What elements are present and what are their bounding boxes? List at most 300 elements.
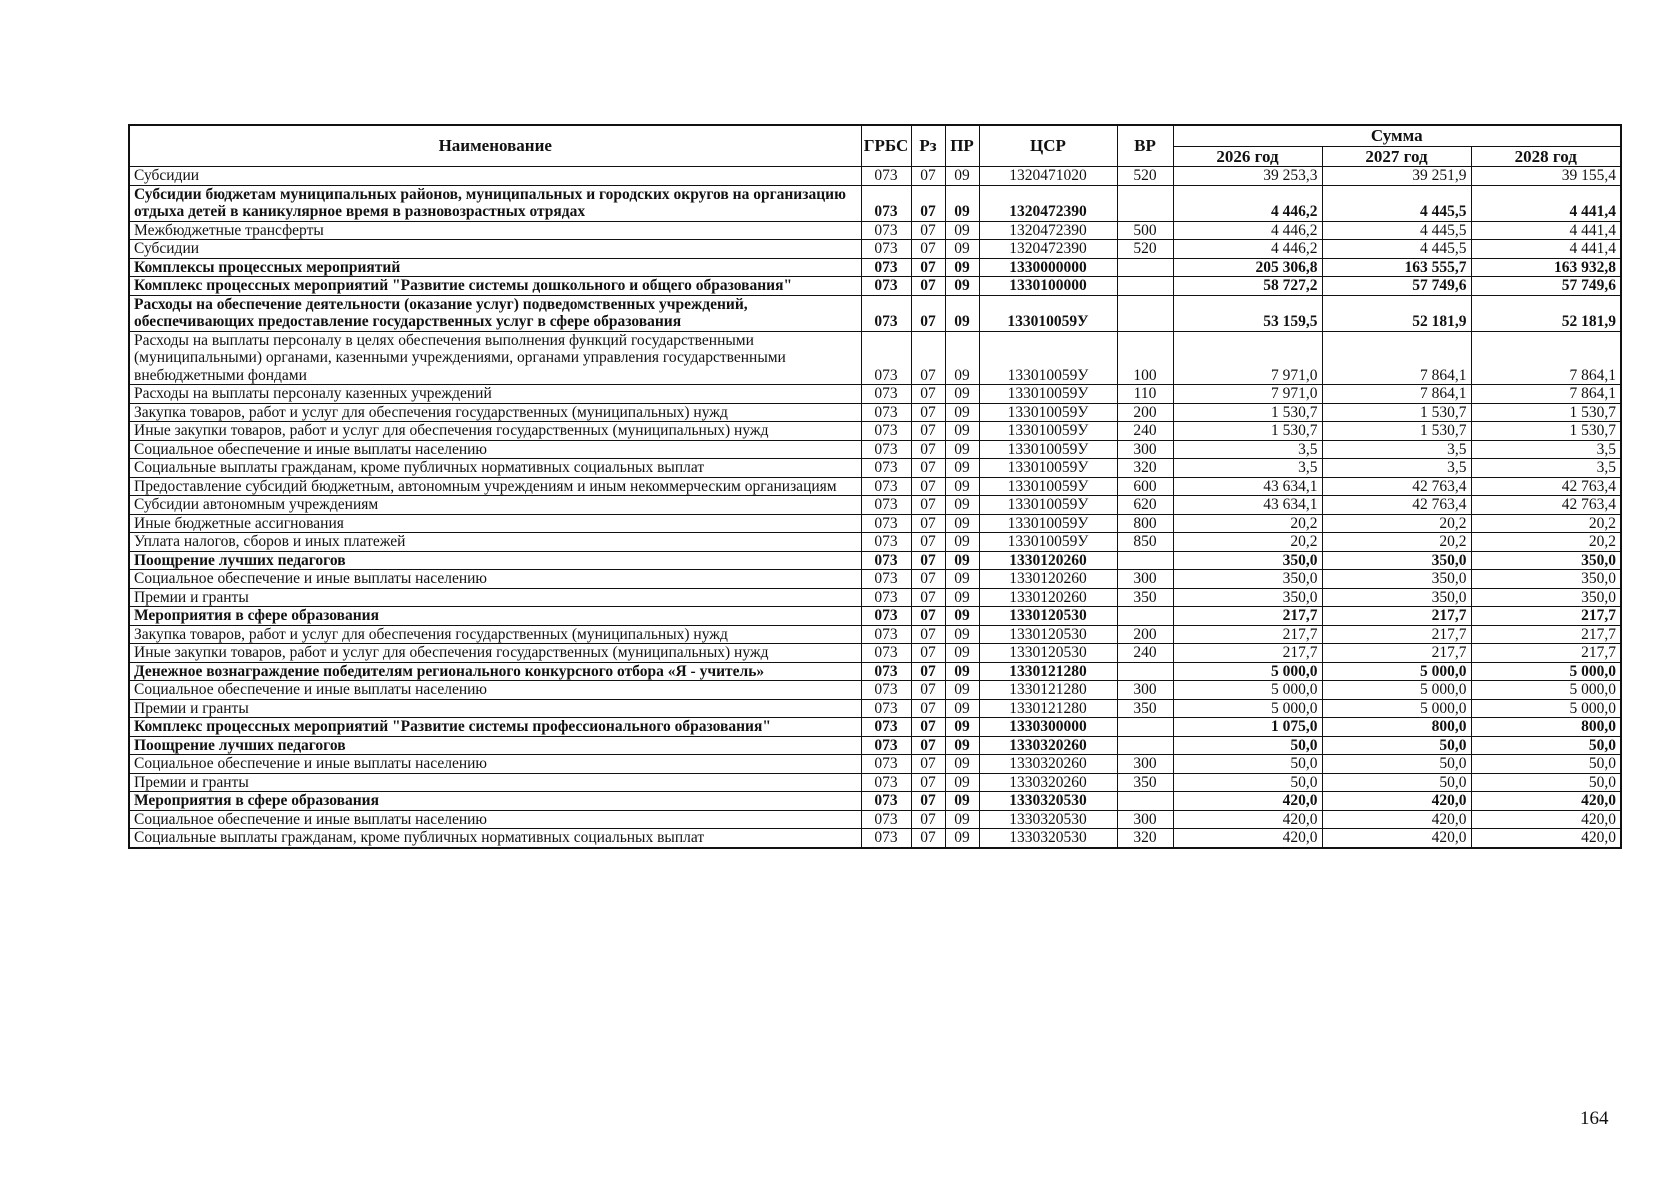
table-row	[129, 533, 1621, 552]
cell-pr: 09	[945, 295, 979, 331]
table-row	[129, 385, 1621, 404]
cell-csr: 1330320260	[979, 736, 1117, 755]
cell-pr: 09	[945, 514, 979, 533]
cell-rz: 07	[911, 551, 945, 570]
cell-sum-2028: 5 000,0	[1471, 681, 1621, 700]
table-row	[129, 221, 1621, 240]
cell-pr: 09	[945, 736, 979, 755]
cell-sum-2026: 3,5	[1173, 459, 1322, 478]
cell-csr: 1330121280	[979, 699, 1117, 718]
cell-vr: 100	[1117, 331, 1173, 385]
cell-rz: 07	[911, 185, 945, 221]
header-year-2026: 2026 год	[1173, 146, 1322, 167]
cell-sum-2027: 800,0	[1322, 718, 1471, 737]
cell-sum-2027: 217,7	[1322, 644, 1471, 663]
cell-name: Поощрение лучших педагогов	[129, 736, 861, 755]
cell-name: Премии и гранты	[129, 773, 861, 792]
cell-sum-2026: 420,0	[1173, 810, 1322, 829]
table-row	[129, 440, 1621, 459]
cell-sum-2027: 350,0	[1322, 588, 1471, 607]
cell-sum-2028: 163 932,8	[1471, 258, 1621, 277]
cell-name: Социальное обеспечение и иные выплаты населению	[129, 570, 861, 589]
cell-csr: 133010059У	[979, 514, 1117, 533]
cell-sum-2026: 350,0	[1173, 588, 1322, 607]
cell-vr: 350	[1117, 699, 1173, 718]
cell-name: Субсидии	[129, 167, 861, 186]
cell-grbs: 073	[861, 385, 911, 404]
cell-csr: 1330121280	[979, 681, 1117, 700]
cell-grbs: 073	[861, 422, 911, 441]
cell-csr: 1320471020	[979, 167, 1117, 186]
cell-sum-2026: 4 446,2	[1173, 221, 1322, 240]
cell-rz: 07	[911, 718, 945, 737]
cell-rz: 07	[911, 625, 945, 644]
cell-sum-2026: 58 727,2	[1173, 277, 1322, 296]
table-row	[129, 662, 1621, 681]
cell-sum-2028: 1 530,7	[1471, 403, 1621, 422]
cell-sum-2028: 7 864,1	[1471, 331, 1621, 385]
cell-sum-2026: 1 075,0	[1173, 718, 1322, 737]
cell-rz: 07	[911, 496, 945, 515]
cell-rz: 07	[911, 385, 945, 404]
cell-name: Социальные выплаты гражданам, кроме публичных нормативных социальных выплат	[129, 459, 861, 478]
cell-name: Расходы на выплаты персоналу казенных учреждений	[129, 385, 861, 404]
cell-sum-2027: 52 181,9	[1322, 295, 1471, 331]
cell-sum-2026: 205 306,8	[1173, 258, 1322, 277]
cell-name: Иные закупки товаров, работ и услуг для обеспечения государственных (муниципальных) нужд	[129, 422, 861, 441]
cell-sum-2027: 7 864,1	[1322, 331, 1471, 385]
cell-grbs: 073	[861, 718, 911, 737]
cell-sum-2027: 5 000,0	[1322, 681, 1471, 700]
table-row	[129, 551, 1621, 570]
cell-sum-2028: 1 530,7	[1471, 422, 1621, 441]
cell-sum-2026: 420,0	[1173, 829, 1322, 848]
cell-csr: 1320472390	[979, 185, 1117, 221]
cell-csr: 1330120530	[979, 644, 1117, 663]
cell-pr: 09	[945, 277, 979, 296]
cell-pr: 09	[945, 755, 979, 774]
cell-csr: 133010059У	[979, 477, 1117, 496]
cell-grbs: 073	[861, 681, 911, 700]
table-row	[129, 258, 1621, 277]
cell-vr	[1117, 277, 1173, 296]
cell-sum-2028: 39 155,4	[1471, 167, 1621, 186]
header-vr: ВР	[1117, 125, 1173, 167]
cell-sum-2026: 20,2	[1173, 533, 1322, 552]
cell-vr: 200	[1117, 625, 1173, 644]
cell-sum-2028: 350,0	[1471, 570, 1621, 589]
cell-grbs: 073	[861, 440, 911, 459]
cell-csr: 1330320260	[979, 755, 1117, 774]
cell-sum-2027: 42 763,4	[1322, 496, 1471, 515]
cell-vr: 800	[1117, 514, 1173, 533]
cell-sum-2028: 217,7	[1471, 607, 1621, 626]
cell-sum-2028: 50,0	[1471, 755, 1621, 774]
cell-pr: 09	[945, 167, 979, 186]
cell-sum-2026: 1 530,7	[1173, 403, 1322, 422]
table-row	[129, 295, 1621, 331]
table-row	[129, 240, 1621, 259]
cell-vr: 240	[1117, 422, 1173, 441]
cell-sum-2027: 1 530,7	[1322, 422, 1471, 441]
table-body	[129, 167, 1621, 848]
table-row	[129, 477, 1621, 496]
cell-sum-2027: 20,2	[1322, 514, 1471, 533]
cell-rz: 07	[911, 459, 945, 478]
cell-sum-2027: 3,5	[1322, 440, 1471, 459]
cell-grbs: 073	[861, 644, 911, 663]
table-row	[129, 167, 1621, 186]
cell-pr: 09	[945, 718, 979, 737]
table-row	[129, 736, 1621, 755]
cell-sum-2026: 4 446,2	[1173, 240, 1322, 259]
cell-csr: 133010059У	[979, 496, 1117, 515]
cell-pr: 09	[945, 477, 979, 496]
cell-rz: 07	[911, 440, 945, 459]
cell-sum-2028: 420,0	[1471, 810, 1621, 829]
cell-name: Субсидии автономным учреждениям	[129, 496, 861, 515]
cell-pr: 09	[945, 607, 979, 626]
header-pr: ПР	[945, 125, 979, 167]
cell-csr: 133010059У	[979, 533, 1117, 552]
cell-name: Комплекс процессных мероприятий "Развитие системы профессионального образования"	[129, 718, 861, 737]
header-rz: Рз	[911, 125, 945, 167]
table-row	[129, 496, 1621, 515]
cell-sum-2028: 50,0	[1471, 736, 1621, 755]
table-row	[129, 718, 1621, 737]
table-row	[129, 277, 1621, 296]
cell-sum-2026: 217,7	[1173, 625, 1322, 644]
cell-vr	[1117, 736, 1173, 755]
header-sum: Сумма	[1173, 125, 1621, 146]
cell-csr: 133010059У	[979, 385, 1117, 404]
cell-csr: 133010059У	[979, 459, 1117, 478]
cell-csr: 1330320530	[979, 792, 1117, 811]
cell-csr: 1330320530	[979, 810, 1117, 829]
cell-name: Субсидии бюджетам муниципальных районов, муниципальных и городских округов на организацию отдыха детей в каникулярное время в разновозрастных отрядах	[129, 185, 861, 221]
cell-csr: 1330120260	[979, 570, 1117, 589]
cell-name: Закупка товаров, работ и услуг для обеспечения государственных (муниципальных) нужд	[129, 403, 861, 422]
cell-name: Поощрение лучших педагогов	[129, 551, 861, 570]
cell-pr: 09	[945, 773, 979, 792]
cell-vr: 200	[1117, 403, 1173, 422]
cell-csr: 133010059У	[979, 295, 1117, 331]
cell-sum-2027: 350,0	[1322, 570, 1471, 589]
cell-rz: 07	[911, 240, 945, 259]
cell-csr: 1330320260	[979, 773, 1117, 792]
table-row	[129, 403, 1621, 422]
cell-grbs: 073	[861, 662, 911, 681]
cell-vr	[1117, 551, 1173, 570]
cell-csr: 1330320530	[979, 829, 1117, 848]
page-number: 164	[1580, 1108, 1609, 1129]
cell-grbs: 073	[861, 588, 911, 607]
cell-rz: 07	[911, 829, 945, 848]
cell-pr: 09	[945, 258, 979, 277]
table-row	[129, 607, 1621, 626]
cell-rz: 07	[911, 514, 945, 533]
cell-name: Субсидии	[129, 240, 861, 259]
table-row	[129, 588, 1621, 607]
cell-sum-2028: 50,0	[1471, 773, 1621, 792]
cell-sum-2026: 5 000,0	[1173, 699, 1322, 718]
cell-sum-2028: 350,0	[1471, 551, 1621, 570]
table-row	[129, 570, 1621, 589]
cell-name: Социальное обеспечение и иные выплаты населению	[129, 440, 861, 459]
cell-name: Комплексы процессных мероприятий	[129, 258, 861, 277]
cell-sum-2027: 50,0	[1322, 755, 1471, 774]
cell-sum-2027: 20,2	[1322, 533, 1471, 552]
cell-rz: 07	[911, 422, 945, 441]
cell-rz: 07	[911, 331, 945, 385]
cell-vr: 350	[1117, 588, 1173, 607]
cell-grbs: 073	[861, 496, 911, 515]
cell-csr: 1320472390	[979, 221, 1117, 240]
cell-name: Предоставление субсидий бюджетным, автономным учреждениям и иным некоммерческим организациям	[129, 477, 861, 496]
cell-sum-2028: 3,5	[1471, 440, 1621, 459]
cell-pr: 09	[945, 533, 979, 552]
cell-grbs: 073	[861, 167, 911, 186]
cell-rz: 07	[911, 810, 945, 829]
cell-grbs: 073	[861, 570, 911, 589]
cell-vr: 600	[1117, 477, 1173, 496]
cell-csr: 1330120530	[979, 625, 1117, 644]
table-row	[129, 699, 1621, 718]
cell-sum-2027: 5 000,0	[1322, 662, 1471, 681]
cell-rz: 07	[911, 681, 945, 700]
cell-grbs: 073	[861, 295, 911, 331]
cell-sum-2028: 217,7	[1471, 644, 1621, 663]
cell-name: Межбюджетные трансферты	[129, 221, 861, 240]
cell-sum-2027: 217,7	[1322, 625, 1471, 644]
header-csr: ЦСР	[979, 125, 1117, 167]
cell-grbs: 073	[861, 829, 911, 848]
cell-rz: 07	[911, 295, 945, 331]
cell-pr: 09	[945, 625, 979, 644]
cell-rz: 07	[911, 773, 945, 792]
cell-vr: 300	[1117, 440, 1173, 459]
header-name: Наименование	[129, 125, 861, 167]
cell-pr: 09	[945, 221, 979, 240]
table-row	[129, 422, 1621, 441]
table-row	[129, 773, 1621, 792]
cell-sum-2027: 50,0	[1322, 736, 1471, 755]
cell-csr: 1330300000	[979, 718, 1117, 737]
cell-sum-2027: 5 000,0	[1322, 699, 1471, 718]
header-year-2028: 2028 год	[1471, 146, 1621, 167]
cell-pr: 09	[945, 551, 979, 570]
cell-grbs: 073	[861, 403, 911, 422]
cell-grbs: 073	[861, 477, 911, 496]
cell-rz: 07	[911, 588, 945, 607]
cell-vr: 350	[1117, 773, 1173, 792]
cell-sum-2027: 420,0	[1322, 810, 1471, 829]
cell-sum-2027: 3,5	[1322, 459, 1471, 478]
cell-sum-2028: 4 441,4	[1471, 185, 1621, 221]
table-row	[129, 681, 1621, 700]
cell-name: Мероприятия в сфере образования	[129, 792, 861, 811]
cell-csr: 1320472390	[979, 240, 1117, 259]
cell-pr: 09	[945, 662, 979, 681]
cell-sum-2028: 217,7	[1471, 625, 1621, 644]
cell-rz: 07	[911, 221, 945, 240]
cell-name: Расходы на выплаты персоналу в целях обеспечения выполнения функций государственными (муниципальными) органами, казенными учреждениями, органами управления государственными внебюджетными фондами	[129, 331, 861, 385]
cell-sum-2027: 1 530,7	[1322, 403, 1471, 422]
cell-sum-2026: 1 530,7	[1173, 422, 1322, 441]
cell-grbs: 073	[861, 810, 911, 829]
cell-pr: 09	[945, 440, 979, 459]
cell-name: Социальные выплаты гражданам, кроме публичных нормативных социальных выплат	[129, 829, 861, 848]
cell-csr: 133010059У	[979, 440, 1117, 459]
cell-vr	[1117, 607, 1173, 626]
cell-csr: 133010059У	[979, 403, 1117, 422]
cell-sum-2027: 7 864,1	[1322, 385, 1471, 404]
cell-rz: 07	[911, 533, 945, 552]
cell-sum-2026: 217,7	[1173, 607, 1322, 626]
cell-csr: 133010059У	[979, 331, 1117, 385]
cell-sum-2028: 7 864,1	[1471, 385, 1621, 404]
cell-sum-2026: 3,5	[1173, 440, 1322, 459]
cell-rz: 07	[911, 277, 945, 296]
cell-sum-2028: 42 763,4	[1471, 477, 1621, 496]
cell-rz: 07	[911, 699, 945, 718]
cell-vr: 300	[1117, 570, 1173, 589]
cell-sum-2027: 420,0	[1322, 829, 1471, 848]
header-year-2027: 2027 год	[1322, 146, 1471, 167]
cell-pr: 09	[945, 403, 979, 422]
cell-pr: 09	[945, 644, 979, 663]
table-row	[129, 185, 1621, 221]
cell-vr: 500	[1117, 221, 1173, 240]
cell-vr: 300	[1117, 681, 1173, 700]
cell-grbs: 073	[861, 607, 911, 626]
cell-sum-2027: 420,0	[1322, 792, 1471, 811]
cell-grbs: 073	[861, 331, 911, 385]
cell-rz: 07	[911, 662, 945, 681]
cell-pr: 09	[945, 496, 979, 515]
cell-sum-2026: 7 971,0	[1173, 385, 1322, 404]
cell-sum-2028: 3,5	[1471, 459, 1621, 478]
cell-sum-2026: 53 159,5	[1173, 295, 1322, 331]
cell-rz: 07	[911, 258, 945, 277]
cell-grbs: 073	[861, 277, 911, 296]
cell-name: Социальное обеспечение и иные выплаты населению	[129, 681, 861, 700]
cell-vr	[1117, 295, 1173, 331]
budget-table	[128, 124, 1622, 849]
cell-sum-2028: 57 749,6	[1471, 277, 1621, 296]
cell-sum-2027: 4 445,5	[1322, 221, 1471, 240]
cell-sum-2028: 420,0	[1471, 792, 1621, 811]
table-row	[129, 514, 1621, 533]
cell-grbs: 073	[861, 221, 911, 240]
table-row	[129, 459, 1621, 478]
cell-sum-2026: 43 634,1	[1173, 477, 1322, 496]
cell-name: Закупка товаров, работ и услуг для обеспечения государственных (муниципальных) нужд	[129, 625, 861, 644]
cell-pr: 09	[945, 570, 979, 589]
cell-sum-2026: 420,0	[1173, 792, 1322, 811]
cell-pr: 09	[945, 699, 979, 718]
cell-vr: 320	[1117, 829, 1173, 848]
cell-vr	[1117, 185, 1173, 221]
cell-pr: 09	[945, 331, 979, 385]
cell-sum-2028: 350,0	[1471, 588, 1621, 607]
cell-vr	[1117, 792, 1173, 811]
cell-sum-2027: 57 749,6	[1322, 277, 1471, 296]
cell-csr: 1330000000	[979, 258, 1117, 277]
table-row	[129, 755, 1621, 774]
cell-sum-2027: 217,7	[1322, 607, 1471, 626]
cell-vr: 850	[1117, 533, 1173, 552]
cell-csr: 1330120260	[979, 588, 1117, 607]
cell-grbs: 073	[861, 185, 911, 221]
cell-sum-2026: 50,0	[1173, 773, 1322, 792]
cell-sum-2028: 20,2	[1471, 533, 1621, 552]
cell-rz: 07	[911, 607, 945, 626]
cell-grbs: 073	[861, 792, 911, 811]
cell-sum-2027: 39 251,9	[1322, 167, 1471, 186]
cell-sum-2027: 42 763,4	[1322, 477, 1471, 496]
cell-vr	[1117, 718, 1173, 737]
cell-vr: 320	[1117, 459, 1173, 478]
cell-pr: 09	[945, 240, 979, 259]
table-row	[129, 829, 1621, 848]
cell-sum-2028: 52 181,9	[1471, 295, 1621, 331]
cell-name: Расходы на обеспечение деятельности (оказание услуг) подведомственных учреждений, обеспечивающих предоставление государственных услуг в сфере образования	[129, 295, 861, 331]
cell-grbs: 073	[861, 240, 911, 259]
table-row	[129, 644, 1621, 663]
cell-csr: 1330120530	[979, 607, 1117, 626]
cell-grbs: 073	[861, 773, 911, 792]
cell-grbs: 073	[861, 755, 911, 774]
cell-sum-2026: 5 000,0	[1173, 662, 1322, 681]
cell-sum-2026: 43 634,1	[1173, 496, 1322, 515]
table-header	[129, 125, 1621, 167]
cell-grbs: 073	[861, 514, 911, 533]
cell-sum-2026: 5 000,0	[1173, 681, 1322, 700]
cell-sum-2028: 20,2	[1471, 514, 1621, 533]
cell-vr: 620	[1117, 496, 1173, 515]
cell-grbs: 073	[861, 258, 911, 277]
cell-name: Мероприятия в сфере образования	[129, 607, 861, 626]
cell-pr: 09	[945, 829, 979, 848]
cell-rz: 07	[911, 477, 945, 496]
cell-name: Иные бюджетные ассигнования	[129, 514, 861, 533]
cell-rz: 07	[911, 403, 945, 422]
cell-sum-2028: 5 000,0	[1471, 662, 1621, 681]
cell-sum-2026: 20,2	[1173, 514, 1322, 533]
cell-pr: 09	[945, 681, 979, 700]
cell-sum-2027: 350,0	[1322, 551, 1471, 570]
cell-sum-2027: 163 555,7	[1322, 258, 1471, 277]
cell-sum-2028: 420,0	[1471, 829, 1621, 848]
cell-grbs: 073	[861, 551, 911, 570]
cell-csr: 133010059У	[979, 422, 1117, 441]
cell-rz: 07	[911, 755, 945, 774]
cell-pr: 09	[945, 185, 979, 221]
cell-name: Денежное вознаграждение победителям регионального конкурсного отбора «Я - учитель»	[129, 662, 861, 681]
cell-vr: 110	[1117, 385, 1173, 404]
cell-name: Премии и гранты	[129, 699, 861, 718]
cell-sum-2028: 42 763,4	[1471, 496, 1621, 515]
cell-rz: 07	[911, 792, 945, 811]
cell-vr: 300	[1117, 810, 1173, 829]
cell-sum-2026: 39 253,3	[1173, 167, 1322, 186]
cell-name: Социальное обеспечение и иные выплаты населению	[129, 810, 861, 829]
cell-grbs: 073	[861, 459, 911, 478]
table-row	[129, 792, 1621, 811]
cell-csr: 1330100000	[979, 277, 1117, 296]
cell-sum-2027: 4 445,5	[1322, 240, 1471, 259]
